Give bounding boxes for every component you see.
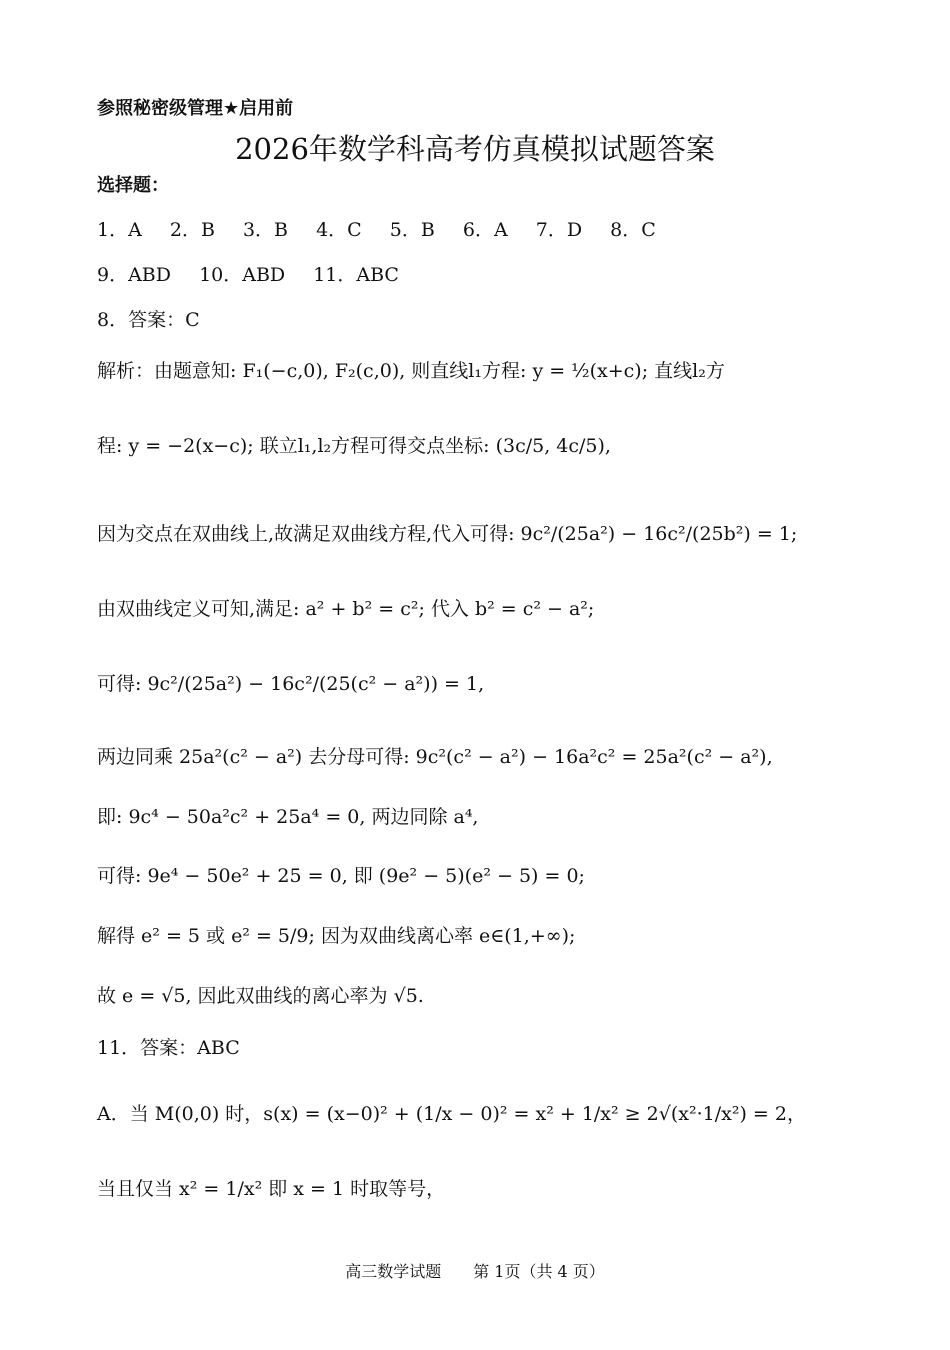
q8-line-5: 可得: 9c²/(25a²) − 16c²/(25(c² − a²)) = 1, [97,673,485,695]
q8-line-7: 即: 9c⁴ − 50a²c² + 25a⁴ = 0, 两边同除 a⁴, [97,806,479,828]
q8-answer: 8．答案：C [97,309,200,331]
choice-answers-row-1 [97,221,678,240]
answer-5: 5．B [389,219,435,241]
page-footer: 高三数学试题 第 1页（共 4 页） [345,1262,605,1281]
page-title: 2026年数学科高考仿真模拟试题答案 [235,132,715,166]
q8-line-10: 故 e = √5, 因此双曲线的离心率为 √5. [97,985,424,1007]
answer-9: 9．ABD [97,264,172,286]
answer-10: 10．ABD [199,264,286,286]
confidential-label: 参照秘密级管理★启用前 [97,98,294,119]
answer-4: 4．C [316,219,362,241]
answer-7: 7．D [535,219,583,241]
answer-6: 6．A [462,219,508,241]
q8-line-3: 因为交点在双曲线上,故满足双曲线方程,代入可得: 9c²/(25a²) − 16c²/(25b²) = 1; [97,523,798,545]
q8-line-2: 程: y = −2(x−c); 联立l₁,l₂方程可得交点坐标: (3c/5, 4c/5), [97,435,611,457]
answer-8: 8．C [610,219,656,241]
q11-line-2: 当且仅当 x² = 1/x² 即 x = 1 时取等号， [97,1178,446,1200]
q8-line-4: 由双曲线定义可知,满足: a² + b² = c²; 代入 b² = c² − a²; [97,598,595,620]
q11-line-1: A．当 M(0,0) 时，s(x) = (x−0)² + (1/x − 0)² = x² + 1/x² ≥ 2√(x²·1/x²) = 2， [97,1103,806,1125]
answer-3: 3．B [242,219,289,241]
q8-line-6: 两边同乘 25a²(c² − a²) 去分母可得: 9c²(c² − a²) − 16a²c² = 25a²(c² − a²), [97,746,773,768]
answer-11: 11．ABC [313,264,399,286]
choice-answers-row-2 [97,266,421,285]
q8-line-1: 解析：由题意知: F₁(−c,0), F₂(c,0), 则直线l₁方程: y = ½(x+c); 直线l₂方 [97,360,725,382]
answer-2: 2．B [169,219,215,241]
q11-answer: 11．答案：ABC [97,1037,240,1059]
answer-1: 1．A [97,219,142,241]
q8-line-9: 解得 e² = 5 或 e² = 5/9; 因为双曲线离心率 e∈(1,+∞); [97,925,576,947]
q8-line-8: 可得: 9e⁴ − 50e² + 25 = 0, 即 (9e² − 5)(e² − 5) = 0; [97,865,585,887]
choice-heading: 选择题： [97,175,169,196]
